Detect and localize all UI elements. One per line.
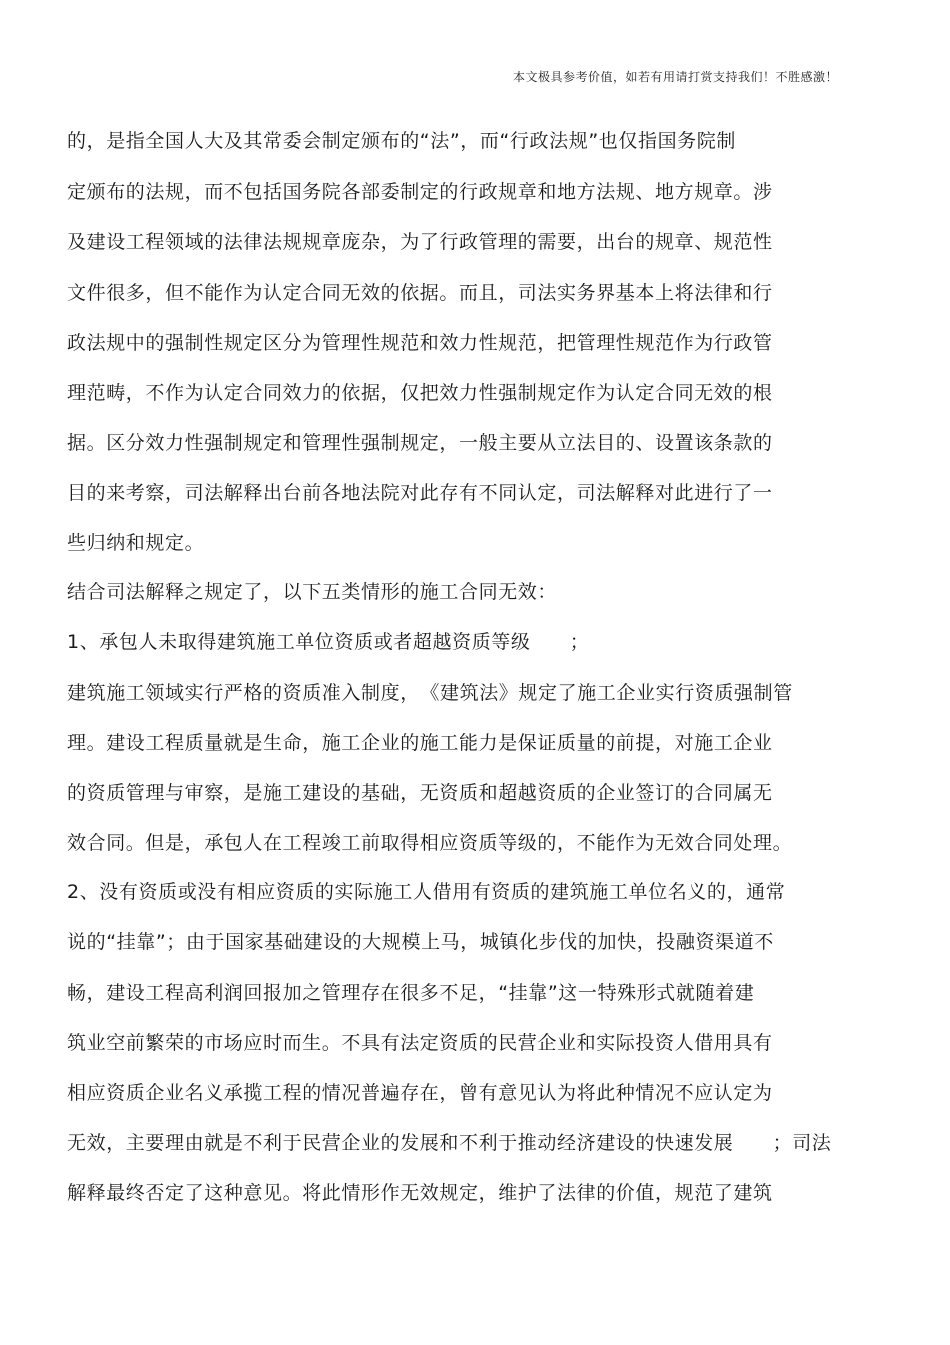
text-line: 结合司法解释之规定了，以下五类情形的施工合同无效：	[67, 581, 558, 603]
text-line: 理范畴，不作为认定合同效力的依据，仅把效力性强制规定作为认定合同无效的根	[67, 382, 773, 404]
text-line: 解释最终否定了这种意见。将此情形作无效规定，维护了法律的价值，规范了建筑	[67, 1182, 773, 1204]
text-line: 目的来考察，司法解释出台前各地法院对此存有不同认定，司法解释对此进行了一	[67, 482, 773, 504]
text-line: 建筑施工领域实行严格的资质准入制度， 《建筑法》规定了施工企业实行资质强制管	[67, 682, 793, 704]
list-item-heading: 1、承包人未取得建筑施工单位资质或者超越资质等级 ；	[67, 631, 590, 653]
text-line: 些归纳和规定。	[67, 532, 205, 554]
text-line: 的，是指全国人大及其常委会制定颁布的“法”，而“行政法规”也仅指国务院制	[67, 130, 736, 152]
text-line: 效合同。但是，承包人在工程竣工前取得相应资质等级的，不能作为无效合同处理。	[67, 832, 793, 854]
text-line: 据。区分效力性强制规定和管理性强制规定，一般主要从立法目的、设置该条款的	[67, 432, 773, 454]
text-line: 理。建设工程质量就是生命，施工企业的施工能力是保证质量的前提，对施工企业	[67, 732, 773, 754]
text-line: 畅，建设工程高利润回报加之管理存在很多不足，“挂靠”这一特殊形式就随着建	[67, 982, 755, 1004]
header-note: 本文极具参考价值，如若有用请打赏支持我们！不胜感激！	[512, 70, 838, 84]
list-item-heading: 2、没有资质或没有相应资质的实际施工人借用有资质的建筑施工单位名义的，通常	[67, 881, 786, 903]
text-line: 相应资质企业名义承揽工程的情况普遍存在，曾有意见认为将此种情况不应认定为	[67, 1082, 773, 1104]
text-line: 说的“挂靠”；由于国家基础建设的大规模上马，城镇化步伐的加快，投融资渠道不	[67, 931, 774, 953]
text-line: 政法规中的强制性规定区分为管理性规范和效力性规范，把管理性规范作为行政管	[67, 332, 773, 354]
text-line: 及建设工程领域的法律法规规章庞杂，为了行政管理的需要，出台的规章、规范性	[67, 231, 773, 253]
text-line: 的资质管理与审察，是施工建设的基础，无资质和超越资质的企业签订的合同属无	[67, 782, 773, 804]
text-line: 筑业空前繁荣的市场应时而生。不具有法定资质的民营企业和实际投资人借用具有	[67, 1032, 773, 1054]
text-line: 文件很多，但不能作为认定合同无效的依据。而且，司法实务界基本上将法律和行	[67, 282, 773, 304]
text-line: 无效，主要理由就是不利于民营企业的发展和不利于推动经济建设的快速发展 ；司法	[67, 1132, 832, 1154]
text-line: 定颁布的法规，而不包括国务院各部委制定的行政规章和地方法规、地方规章。涉	[67, 181, 773, 203]
